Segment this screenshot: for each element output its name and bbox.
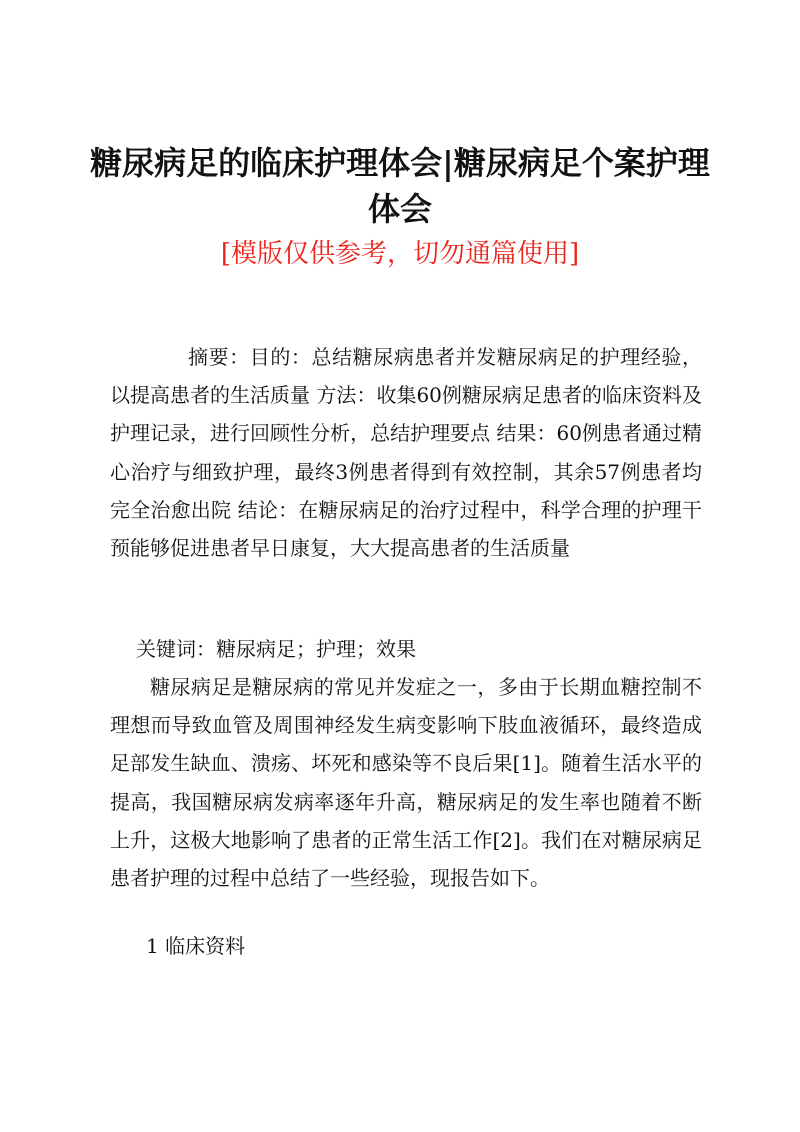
- keywords-line: 关键词：糖尿病足；护理；效果: [136, 637, 416, 661]
- template-notice: [模版仅供参考，切勿通篇使用]: [220, 239, 580, 269]
- section-heading: 1 临床资料: [146, 934, 246, 958]
- abstract-paragraph: 摘要：目的：总结糖尿病患者并发糖尿病足的护理经验，以提高患者的生活质量 方法：收集60例糖尿病足患者的临床资料及护理记录，进行回顾性分析，总结护理要点 结果：60例患者通过精心治疗与细致护理，最终3例患者得到有效控制，其余57例患者均完全治愈出院 结论：在糖尿病足的治疗过程中，科学合理的护理干预能够促进患者早日康复，大大提高患者的生活质量: [110, 345, 702, 561]
- document-title: 糖尿病足的临床护理体会|糖尿病足个案护理体会: [90, 144, 710, 228]
- intro-paragraph: 糖尿病足是糖尿病的常见并发症之一，多由于长期血糖控制不理想而导致血管及周围神经发生病变影响下肢血液循环，最终造成足部发生缺血、溃疡、坏死和感染等不良后果[1]。随着生活水平的提高，我国糖尿病发病率逐年升高，糖尿病足的发生率也随着不断上升，这极大地影响了患者的正常生活工作[2]。我们在对糖尿病足患者护理的过程中总结了一些经验，现报告如下。: [110, 675, 702, 891]
